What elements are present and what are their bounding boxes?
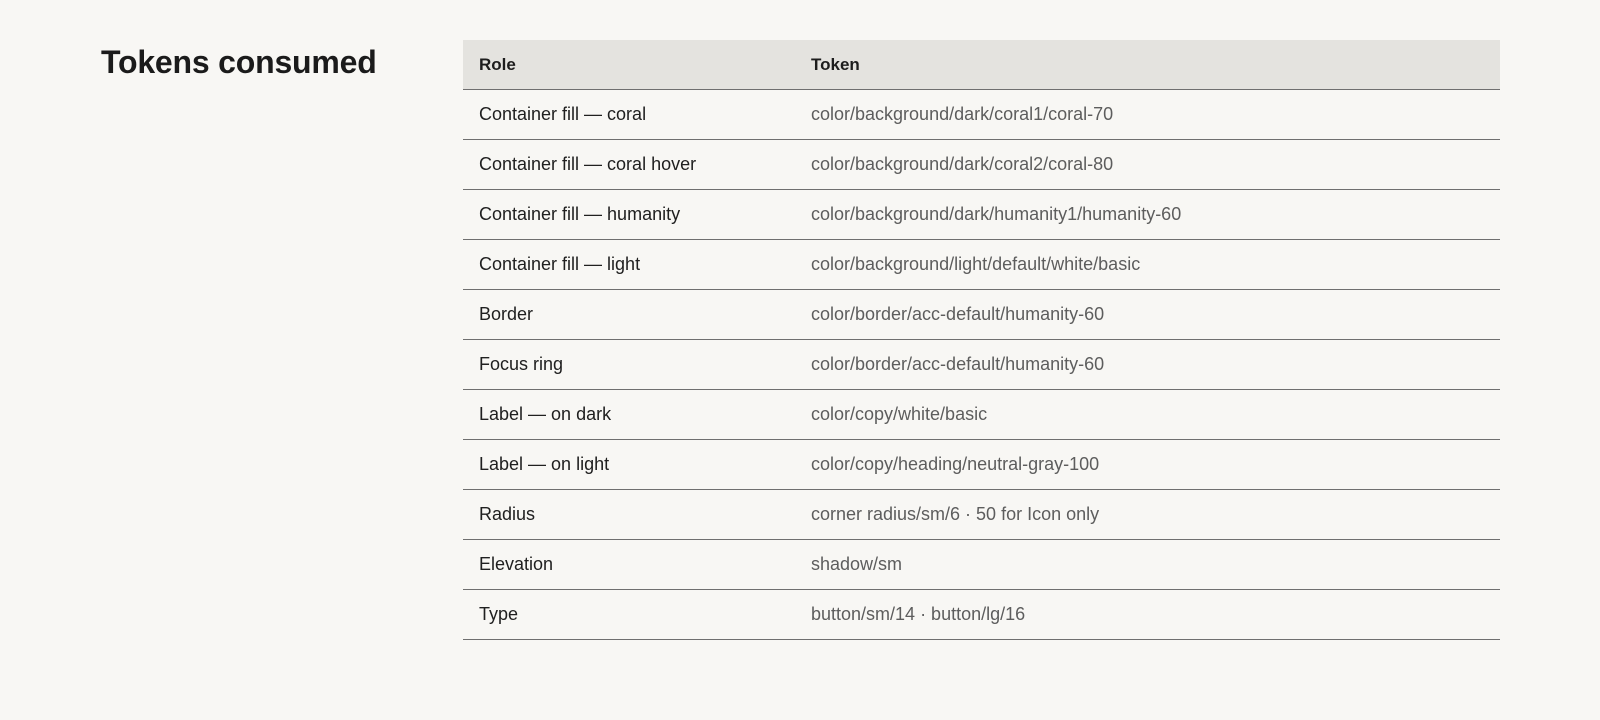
token-cell: corner radius/sm/6 · 50 for Icon only — [795, 490, 1500, 540]
table-row — [463, 540, 1500, 590]
table-row — [463, 490, 1500, 540]
role-cell: Label — on dark — [463, 390, 795, 440]
table-row — [463, 140, 1500, 190]
token-cell: color/background/dark/humanity1/humanity-60 — [795, 190, 1500, 240]
role-cell: Radius — [463, 490, 795, 540]
role-cell: Container fill — humanity — [463, 190, 795, 240]
tokens-table — [463, 40, 1500, 640]
token-cell: shadow/sm — [795, 540, 1500, 590]
table-row — [463, 190, 1500, 240]
token-cell: color/copy/heading/neutral-gray-100 — [795, 440, 1500, 490]
token-cell: color/background/dark/coral2/coral-80 — [795, 140, 1500, 190]
table-row — [463, 240, 1500, 290]
column-header-token: Token — [795, 40, 1500, 90]
token-cell: color/background/light/default/white/basic — [795, 240, 1500, 290]
role-cell: Label — on light — [463, 440, 795, 490]
role-cell: Border — [463, 290, 795, 340]
token-cell: color/border/acc-default/humanity-60 — [795, 340, 1500, 390]
table-row — [463, 590, 1500, 640]
column-header-role: Role — [463, 40, 795, 90]
role-cell: Container fill — coral — [463, 90, 795, 140]
table-header-row — [463, 40, 1500, 90]
token-cell: color/border/acc-default/humanity-60 — [795, 290, 1500, 340]
token-cell: color/copy/white/basic — [795, 390, 1500, 440]
token-cell: button/sm/14 · button/lg/16 — [795, 590, 1500, 640]
table-body — [463, 90, 1500, 640]
table-row — [463, 340, 1500, 390]
role-cell: Focus ring — [463, 340, 795, 390]
table-row — [463, 390, 1500, 440]
token-cell: color/background/dark/coral1/coral-70 — [795, 90, 1500, 140]
table-row — [463, 440, 1500, 490]
section-title: Tokens consumed — [101, 44, 377, 80]
role-cell: Type — [463, 590, 795, 640]
table-row — [463, 90, 1500, 140]
table-header — [463, 40, 1500, 90]
role-cell: Elevation — [463, 540, 795, 590]
table-row — [463, 290, 1500, 340]
role-cell: Container fill — light — [463, 240, 795, 290]
role-cell: Container fill — coral hover — [463, 140, 795, 190]
